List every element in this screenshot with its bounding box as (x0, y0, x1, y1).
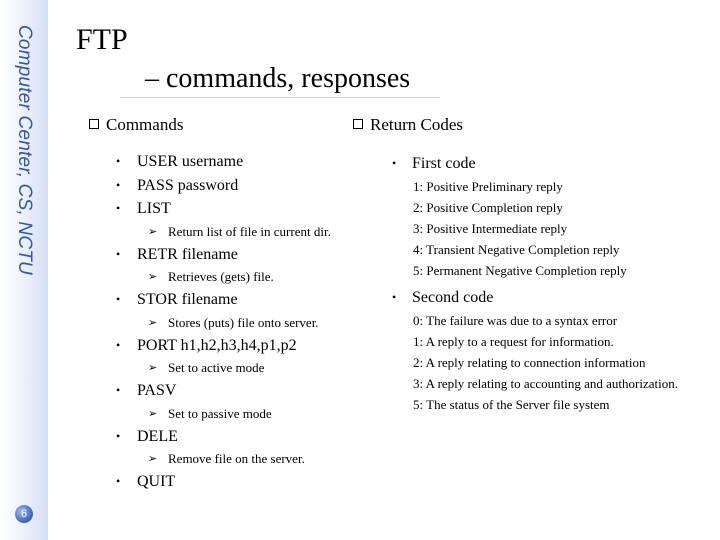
list-item: 5: The status of the Server file system (413, 397, 610, 412)
return-codes-column (352, 112, 712, 415)
command-text: LIST (137, 200, 171, 217)
sub-item-text: Return list of file in current dir. (168, 223, 331, 239)
sub-item-text: Retrieves (gets) file. (168, 269, 274, 284)
bullet-icon: • (116, 154, 121, 168)
commands-heading (88, 112, 388, 138)
page-number-badge: 6 (15, 505, 33, 523)
sidebar-label: Computer Center, CS, NCTU (14, 25, 35, 275)
command-text: PASS password (137, 176, 239, 194)
bullet-icon: • (116, 383, 121, 397)
first-code-group (352, 151, 712, 281)
sub-item (88, 403, 388, 425)
list-item: 5: Permanent Negative Completion reply (413, 263, 627, 278)
list-item (88, 334, 388, 358)
arrow-bullet-icon: ➢ (148, 406, 158, 420)
list-item: 1: Positive Preliminary reply (413, 179, 563, 194)
list-item (88, 425, 388, 449)
bullet-icon: • (392, 290, 397, 304)
slide-title: FTP (76, 23, 128, 56)
checkbox-bullet-icon (89, 119, 99, 129)
list-item (88, 197, 388, 221)
first-code-list (352, 176, 712, 281)
list-item (88, 470, 388, 494)
arrow-bullet-icon: ➢ (148, 224, 158, 238)
code-group-label: First code (412, 155, 476, 172)
bullet-icon: • (116, 177, 121, 192)
sub-item-text: Remove file on the server. (168, 451, 305, 466)
arrow-bullet-icon: ➢ (148, 270, 158, 283)
list-item: 1: A reply to a request for information. (413, 334, 614, 349)
list-item (88, 174, 388, 198)
sub-item-text: Stores (puts) file onto server. (168, 314, 319, 330)
command-text: PORT h1,h2,h3,h4,p1,p2 (137, 336, 297, 354)
list-item: 3: Positive Intermediate reply (413, 221, 568, 236)
sub-item (88, 448, 388, 470)
list-item: 0: The failure was due to a syntax error (413, 313, 618, 328)
slide-subtitle: – commands, responses (145, 63, 411, 94)
arrow-bullet-icon: ➢ (148, 452, 158, 465)
arrow-bullet-icon: ➢ (148, 315, 158, 329)
command-text: DELE (137, 427, 178, 445)
command-text: STOR filename (137, 291, 238, 308)
command-text: QUIT (137, 473, 176, 490)
code-group-heading (352, 285, 712, 310)
list-item: 4: Transient Negative Completion reply (413, 242, 620, 257)
bullet-icon: • (116, 337, 121, 352)
second-code-group (352, 285, 712, 415)
return-codes-heading (352, 112, 712, 138)
code-group-heading (352, 151, 712, 176)
return-codes-heading-label: Return Codes (370, 115, 464, 134)
sub-item (88, 312, 388, 334)
bullet-icon: • (116, 428, 121, 443)
checkbox-bullet-icon (353, 119, 363, 129)
commands-column (88, 112, 388, 494)
bullet-icon: • (116, 292, 121, 306)
sub-item (88, 357, 388, 379)
command-text: USER username (137, 153, 244, 170)
second-code-list (352, 310, 712, 415)
bullet-icon: • (392, 156, 397, 170)
bullet-icon: • (116, 201, 121, 215)
list-item (88, 288, 388, 312)
sidebar (0, 0, 48, 540)
command-text: PASV (137, 382, 177, 399)
code-group-label: Second code (412, 289, 494, 306)
list-item (88, 379, 388, 403)
list-item (88, 243, 388, 267)
arrow-bullet-icon: ➢ (148, 361, 158, 374)
commands-list (88, 150, 388, 494)
sub-item-text: Set to passive mode (168, 405, 272, 421)
list-item: 2: Positive Completion reply (413, 200, 563, 215)
bullet-icon: • (116, 246, 121, 261)
sub-item (88, 266, 388, 288)
list-item: 3: A reply relating to accounting and authorization. (413, 376, 678, 391)
sub-item (88, 221, 388, 243)
bullet-icon: • (116, 474, 121, 488)
sub-item-text: Set to active mode (168, 360, 265, 375)
commands-heading-label: Commands (106, 115, 184, 134)
command-text: RETR filename (137, 245, 238, 263)
list-item: 2: A reply relating to connection information (413, 355, 646, 370)
title-divider (120, 97, 440, 98)
list-item (88, 150, 388, 174)
